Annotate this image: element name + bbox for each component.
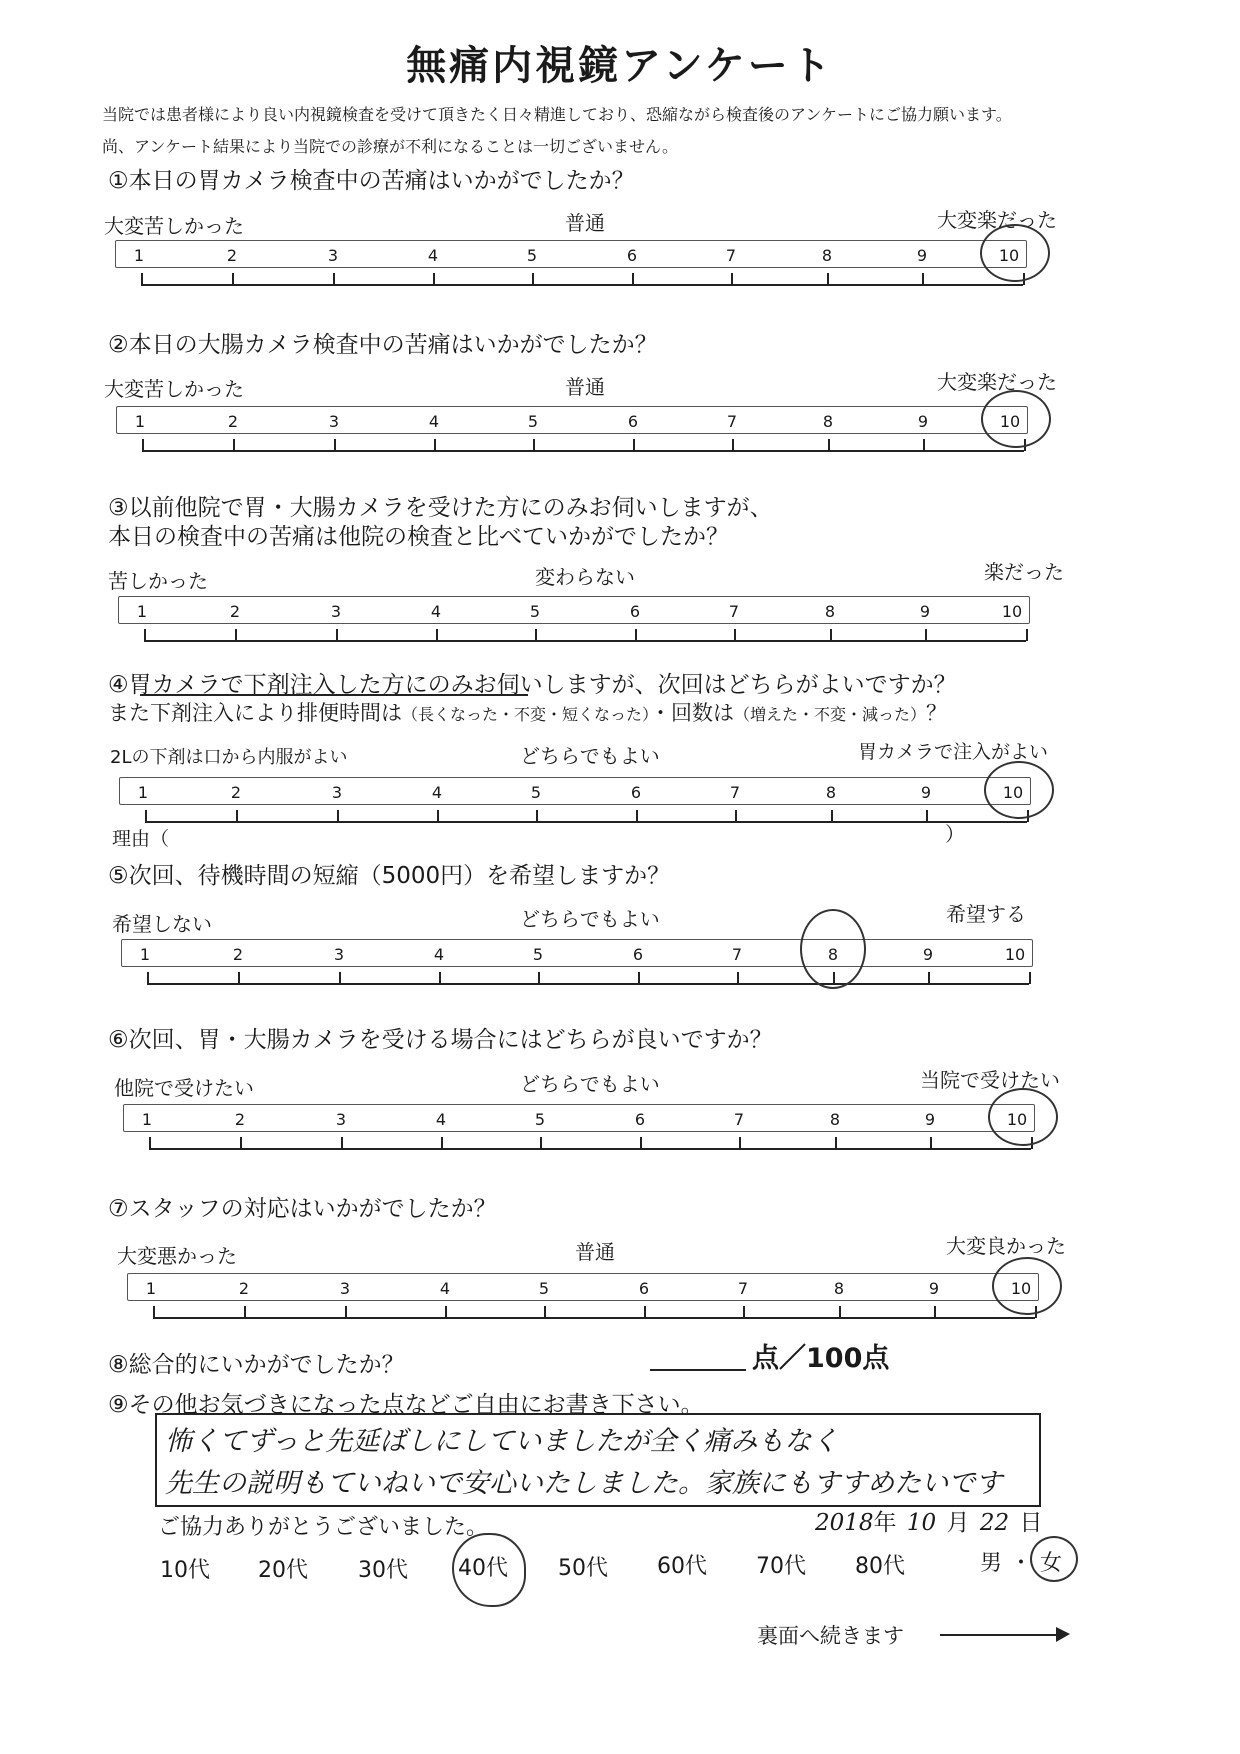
scale-box [121, 939, 1033, 967]
scale-tick-5 [544, 1306, 546, 1318]
scale-tick-4 [433, 273, 435, 285]
scale-number-7[interactable]: 7 [733, 1110, 745, 1129]
scale-axis [145, 821, 1027, 823]
scale-tick-6 [633, 439, 635, 451]
scale-tick-1 [149, 1137, 151, 1149]
scale-number-2[interactable]: 2 [229, 602, 241, 621]
scale-tick-2 [240, 1137, 242, 1149]
intro-line-2: 尚、アンケート結果により当院での診療が不利になることは一切ございません。 [102, 137, 679, 156]
scale-tick-10 [1026, 629, 1028, 641]
q6-mid-label: どちらでもよい [520, 1072, 660, 1096]
scale-number-1[interactable]: 1 [145, 1279, 157, 1298]
scale-axis [142, 450, 1024, 452]
q9-comment-line-2: 先生の説明もていねいで安心いたしました。家族にもすすめたいです [165, 1468, 1003, 1499]
age-selection-circle [452, 1533, 526, 1607]
scale-number-8[interactable]: 8 [827, 945, 839, 964]
scale-tick-8 [839, 1306, 841, 1318]
scale-tick-2 [236, 810, 238, 822]
scale-tick-9 [928, 972, 930, 984]
q3-mid-label: 変わらない [535, 565, 635, 589]
scale-number-4[interactable]: 4 [427, 246, 439, 265]
q2-mid-label: 普通 [565, 375, 605, 399]
scale-number-5[interactable]: 5 [532, 945, 544, 964]
date-month: 10 [906, 1510, 937, 1536]
scale-number-3[interactable]: 3 [331, 783, 343, 802]
scale-tick-3 [345, 1306, 347, 1318]
scale-tick-7 [731, 273, 733, 285]
answer-circle [984, 761, 1054, 819]
answer-circle [980, 224, 1050, 282]
scale-number-1[interactable]: 1 [133, 246, 145, 265]
scale-tick-7 [732, 439, 734, 451]
scale-tick-8 [828, 439, 830, 451]
scale-tick-4 [436, 629, 438, 641]
scale-number-1[interactable]: 1 [141, 1110, 153, 1129]
q4-sub-e: ？ [926, 701, 948, 725]
scale-tick-3 [333, 273, 335, 285]
question-4-text-2 [108, 697, 947, 727]
scale-tick-7 [739, 1137, 741, 1149]
q4-reason-close: ） [945, 822, 965, 846]
q8-score-blank[interactable] [650, 1369, 746, 1371]
q4-underline [140, 694, 528, 696]
scale-tick-7 [737, 972, 739, 984]
scale-tick-5 [533, 439, 535, 451]
scale-number-10[interactable]: 10 [1004, 945, 1026, 964]
question-1-text: ①本日の胃カメラ検査中の苦痛はいかがでしたか？ [108, 168, 635, 194]
q2-left-label: 大変苦しかった [104, 377, 244, 401]
q9-comment-box[interactable] [155, 1413, 1041, 1507]
scale-box [127, 1273, 1039, 1301]
scale-number-6[interactable]: 6 [638, 1279, 650, 1298]
scale-number-9[interactable]: 9 [920, 783, 932, 802]
q4-sub-c: ・回数は [650, 701, 735, 725]
scale-number-1[interactable]: 1 [136, 602, 148, 621]
scale-number-3[interactable]: 3 [335, 1110, 347, 1129]
scale-tick-6 [632, 273, 634, 285]
scale-tick-3 [336, 629, 338, 641]
scale-number-8[interactable]: 8 [824, 602, 836, 621]
scale-tick-9 [926, 810, 928, 822]
scale-number-4[interactable]: 4 [428, 412, 440, 431]
scale-number-2[interactable]: 2 [232, 945, 244, 964]
scale-number-3[interactable]: 3 [327, 246, 339, 265]
scale-tick-3 [337, 810, 339, 822]
scale-number-5[interactable]: 5 [527, 412, 539, 431]
q5-left-label: 希望しない [112, 912, 212, 936]
thanks-text: ご協力ありがとうございました。 [158, 1515, 489, 1540]
question-8-text: ⑧総合的にいかがでしたか？ [108, 1352, 405, 1378]
q7-mid-label: 普通 [575, 1240, 615, 1264]
scale-tick-6 [635, 629, 637, 641]
scale-number-4[interactable]: 4 [435, 1110, 447, 1129]
scale-axis [149, 1148, 1031, 1150]
scale-tick-9 [922, 273, 924, 285]
scale-number-6[interactable]: 6 [630, 783, 642, 802]
scale-tick-7 [735, 810, 737, 822]
scale-number-6[interactable]: 6 [634, 1110, 646, 1129]
arrow-right-icon [1056, 1627, 1070, 1642]
scale-tick-5 [538, 972, 540, 984]
scale-number-6[interactable]: 6 [626, 246, 638, 265]
scale-number-5[interactable]: 5 [538, 1279, 550, 1298]
q6-right-label: 当院で受けたい [920, 1068, 1060, 1092]
q4-sub-a: また下剤注入により排便時間は [108, 701, 402, 725]
scale-tick-3 [339, 972, 341, 984]
age-20s[interactable]: 20代 [258, 1558, 308, 1583]
scale-tick-9 [925, 629, 927, 641]
date-year-unit: 年 [873, 1510, 897, 1536]
scale-number-9[interactable]: 9 [916, 246, 928, 265]
scale-number-2[interactable]: 2 [230, 783, 242, 802]
scale-tick-4 [434, 439, 436, 451]
scale-box [118, 596, 1030, 624]
q1-mid-label: 普通 [565, 211, 605, 235]
scale-number-10[interactable]: 10 [1001, 602, 1023, 621]
q3-right-label: 楽だった [984, 560, 1064, 584]
scale-tick-4 [439, 972, 441, 984]
scale-number-3[interactable]: 3 [330, 602, 342, 621]
date-day-unit: 日 [1019, 1510, 1043, 1536]
scale-number-10[interactable]: 10 [1006, 1110, 1028, 1129]
scale-number-4[interactable]: 4 [433, 945, 445, 964]
scale-number-5[interactable]: 5 [534, 1110, 546, 1129]
q2-right-label: 大変楽だった [937, 370, 1057, 394]
scale-axis [153, 1317, 1035, 1319]
scale-tick-6 [644, 1306, 646, 1318]
scale-number-9[interactable]: 9 [922, 945, 934, 964]
scale-tick-4 [441, 1137, 443, 1149]
scale-tick-5 [535, 629, 537, 641]
scale-tick-2 [233, 439, 235, 451]
q5-right-label: 希望する [946, 902, 1026, 926]
question-2-text: ②本日の大腸カメラ検査中の苦痛はいかがでしたか？ [108, 332, 658, 358]
scale-number-3[interactable]: 3 [339, 1279, 351, 1298]
q5-mid-label: どちらでもよい [520, 907, 660, 931]
scale-tick-1 [142, 439, 144, 451]
scale-number-9[interactable]: 9 [928, 1279, 940, 1298]
age-30s[interactable]: 30代 [358, 1558, 408, 1583]
gender-separator: ・ [1010, 1551, 1033, 1576]
scale-number-5[interactable]: 5 [529, 602, 541, 621]
answer-circle [981, 390, 1051, 448]
question-9-text: ⑨その他お気づきになった点などご自由にお書き下さい。 [108, 1392, 704, 1418]
q4-sub-b: （長くなった・不変・短くなった） [402, 705, 651, 724]
gender-male[interactable]: 男 [980, 1551, 1003, 1576]
scale-tick-6 [640, 1137, 642, 1149]
scale-number-5[interactable]: 5 [530, 783, 542, 802]
scale-number-7[interactable]: 7 [729, 783, 741, 802]
scale-number-8[interactable]: 8 [833, 1279, 845, 1298]
age-10s[interactable]: 10代 [160, 1558, 210, 1583]
question-4-text: ④胃カメラで下剤注入した方にのみお伺いしますが、次回はどちらがよいですか？ [108, 672, 957, 698]
scale-number-7[interactable]: 7 [731, 945, 743, 964]
scale-tick-2 [244, 1306, 246, 1318]
scale-number-8[interactable]: 8 [821, 246, 833, 265]
date-year: 2018 [815, 1510, 874, 1536]
scale-tick-9 [923, 439, 925, 451]
scale-box [123, 1104, 1035, 1132]
scale-number-1[interactable]: 1 [134, 412, 146, 431]
question-7-text: ⑦スタッフの対応はいかがでしたか？ [108, 1196, 497, 1222]
scale-tick-2 [232, 273, 234, 285]
q4-reason-label: 理由（ [112, 828, 170, 850]
scale-number-4[interactable]: 4 [431, 783, 443, 802]
date-day: 22 [979, 1510, 1010, 1536]
scale-number-9[interactable]: 9 [917, 412, 929, 431]
scale-number-10[interactable]: 10 [1010, 1279, 1032, 1298]
age-70s[interactable]: 70代 [756, 1554, 806, 1579]
scale-tick-1 [141, 273, 143, 285]
scale-number-7[interactable]: 7 [725, 246, 737, 265]
date [815, 1504, 1043, 1537]
q7-right-label: 大変良かった [946, 1234, 1066, 1258]
scale-number-3[interactable]: 3 [333, 945, 345, 964]
scale-tick-9 [934, 1306, 936, 1318]
age-80s[interactable]: 80代 [855, 1554, 905, 1579]
q7-left-label: 大変悪かった [117, 1244, 237, 1268]
gender-female[interactable]: 女 [1040, 1551, 1063, 1576]
scale-number-10[interactable]: 10 [1002, 783, 1024, 802]
scale-tick-1 [147, 972, 149, 984]
scale-tick-8 [835, 1137, 837, 1149]
page-title: 無痛内視鏡アンケート [406, 43, 834, 89]
scale-box [119, 777, 1031, 805]
scale-tick-5 [540, 1137, 542, 1149]
scale-number-4[interactable]: 4 [439, 1279, 451, 1298]
scale-tick-3 [334, 439, 336, 451]
scale-number-7[interactable]: 7 [728, 602, 740, 621]
q1-left-label: 大変苦しかった [104, 214, 244, 238]
scale-tick-7 [734, 629, 736, 641]
scale-tick-1 [153, 1306, 155, 1318]
intro-line-1: 当院では患者様により良い内視鏡検査を受けて頂きたく日々精進しており、恐縮ながら検査後のアンケートにご協力願います。 [102, 105, 1012, 124]
scale-number-8[interactable]: 8 [825, 783, 837, 802]
scale-tick-1 [145, 810, 147, 822]
question-5-text: ⑤次回、待機時間の短縮（5000円）を希望しますか？ [108, 863, 671, 889]
scale-number-6[interactable]: 6 [629, 602, 641, 621]
scale-tick-10 [1029, 972, 1031, 984]
scale-number-6[interactable]: 6 [627, 412, 639, 431]
scale-tick-2 [235, 629, 237, 641]
scale-tick-8 [831, 810, 833, 822]
q4-sub-d: （増えた・不変・減った） [734, 705, 927, 724]
scale-number-2[interactable]: 2 [227, 412, 239, 431]
scale-tick-9 [930, 1137, 932, 1149]
scale-tick-1 [144, 629, 146, 641]
continue-arrow-line [940, 1634, 1062, 1636]
age-40s[interactable]: 40代 [458, 1556, 508, 1581]
scale-number-9[interactable]: 9 [924, 1110, 936, 1129]
scale-tick-7 [743, 1306, 745, 1318]
scale-number-1[interactable]: 1 [137, 783, 149, 802]
answer-circle [800, 909, 866, 989]
scale-tick-8 [827, 273, 829, 285]
scale-box [115, 240, 1027, 268]
q6-left-label: 他院で受けたい [114, 1076, 254, 1100]
scale-tick-5 [536, 810, 538, 822]
question-3-text: ③以前他院で胃・大腸カメラを受けた方にのみお伺いしますが、 [108, 495, 773, 521]
scale-number-7[interactable]: 7 [726, 412, 738, 431]
q3-left-label: 苦しかった [108, 569, 208, 593]
scale-tick-4 [437, 810, 439, 822]
q4-left-label: 2Lの下剤は口から内服がよい [110, 747, 348, 768]
q8-score-suffix: 点／100点 [752, 1343, 890, 1374]
scale-number-2[interactable]: 2 [238, 1279, 250, 1298]
scale-number-7[interactable]: 7 [737, 1279, 749, 1298]
scale-number-4[interactable]: 4 [430, 602, 442, 621]
scale-axis [141, 284, 1023, 286]
gender-selection-circle [1030, 1536, 1078, 1582]
scale-box [116, 406, 1028, 434]
scale-tick-5 [532, 273, 534, 285]
scale-tick-3 [341, 1137, 343, 1149]
scale-number-2[interactable]: 2 [234, 1110, 246, 1129]
scale-number-10[interactable]: 10 [998, 246, 1020, 265]
scale-number-10[interactable]: 10 [999, 412, 1021, 431]
scale-number-8[interactable]: 8 [829, 1110, 841, 1129]
continue-text: 裏面へ続きます [757, 1624, 904, 1648]
scale-axis [147, 983, 1029, 985]
scale-tick-8 [830, 629, 832, 641]
scale-tick-2 [238, 972, 240, 984]
scale-number-8[interactable]: 8 [822, 412, 834, 431]
scale-number-9[interactable]: 9 [919, 602, 931, 621]
q4-mid-label: どちらでもよい [520, 744, 660, 768]
q1-right-label: 大変楽だった [937, 208, 1057, 232]
scale-tick-6 [638, 972, 640, 984]
scale-number-3[interactable]: 3 [328, 412, 340, 431]
answer-circle [992, 1257, 1062, 1315]
q4-right-label: 胃カメラで注入がよい [858, 741, 1049, 763]
age-50s[interactable]: 50代 [558, 1556, 608, 1581]
scale-number-5[interactable]: 5 [526, 246, 538, 265]
scale-number-6[interactable]: 6 [632, 945, 644, 964]
answer-circle [988, 1088, 1058, 1146]
scale-axis [144, 640, 1026, 642]
question-3-text-2: 本日の検査中の苦痛は他院の検査と比べていかがでしたか？ [108, 524, 729, 550]
scale-tick-4 [445, 1306, 447, 1318]
date-month-unit: 月 [946, 1510, 970, 1536]
age-60s[interactable]: 60代 [657, 1554, 707, 1579]
scale-tick-6 [636, 810, 638, 822]
q9-comment-line-1: 怖くてずっと先延ばしにしていましたが全く痛みもなく [165, 1426, 839, 1457]
question-6-text: ⑥次回、胃・大腸カメラを受ける場合にはどちらが良いですか？ [108, 1027, 773, 1053]
scale-number-2[interactable]: 2 [226, 246, 238, 265]
scale-number-1[interactable]: 1 [139, 945, 151, 964]
